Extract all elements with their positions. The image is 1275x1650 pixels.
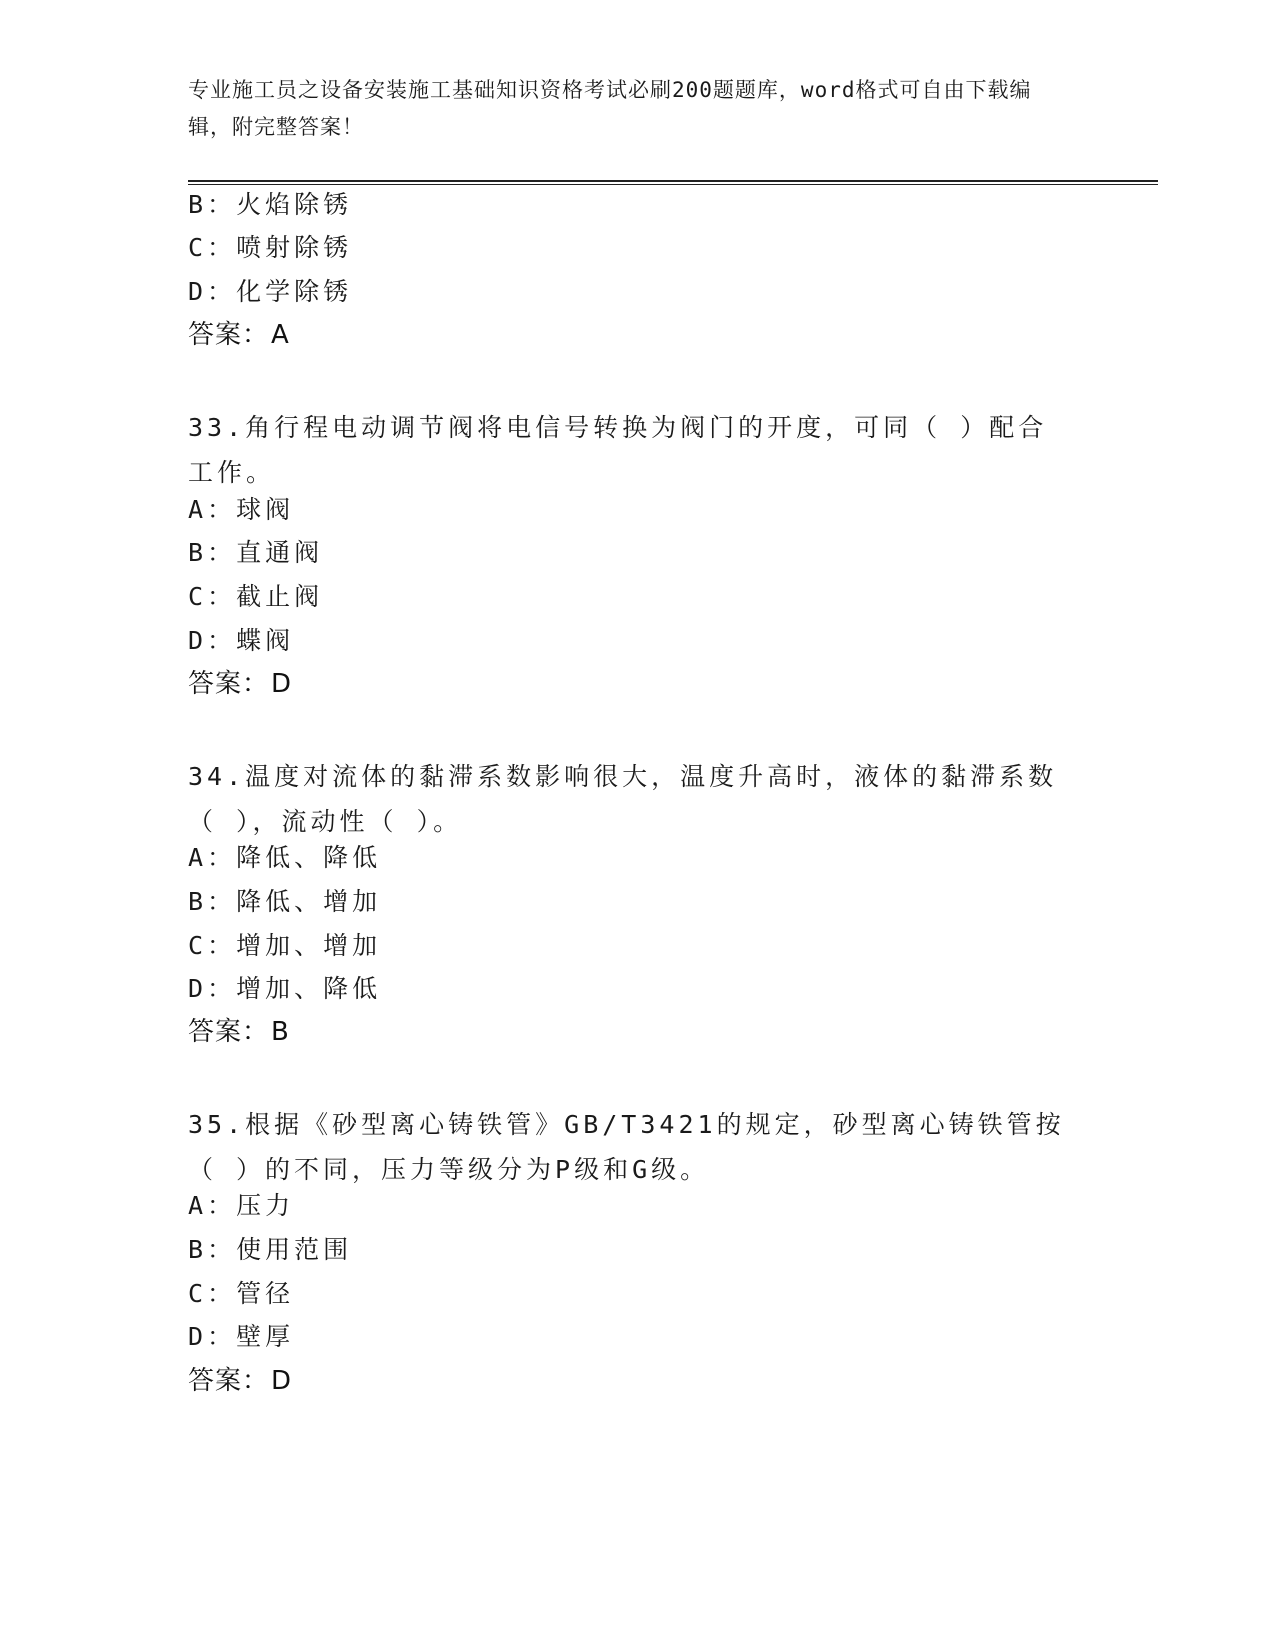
option-text: 增加、增加 (236, 931, 382, 960)
option-d (188, 972, 381, 1006)
header-divider (188, 180, 1158, 185)
option-a (188, 1189, 294, 1223)
option-b (188, 885, 381, 919)
option-b (188, 536, 323, 570)
answer-line (188, 1364, 292, 1398)
option-b (188, 188, 352, 222)
option-letter: C： (188, 931, 237, 960)
option-letter: A： (188, 843, 237, 872)
option-text: 压力 (236, 1191, 295, 1220)
question-35-text: 35.根据《砂型离心铸铁管》GB/T3421的规定，砂型离心铸铁管按（ ）的不同，压力等级分为P级和G级。 (188, 1110, 1065, 1184)
option-letter: C： (188, 1279, 237, 1308)
option-text: 蝶阀 (236, 626, 295, 655)
answer-value: B (271, 1017, 290, 1047)
answer-value: D (271, 1366, 293, 1396)
answer-value: A (271, 320, 290, 350)
answer-label: 答案： (188, 320, 270, 350)
option-c (188, 929, 381, 963)
option-letter: D： (188, 626, 237, 655)
option-text: 增加、降低 (236, 974, 382, 1003)
option-text: 火焰除锈 (236, 190, 353, 219)
option-letter: A： (188, 495, 237, 524)
option-text: 降低、增加 (236, 887, 382, 916)
option-d (188, 275, 352, 309)
option-letter: D： (188, 974, 237, 1003)
option-text: 管径 (236, 1279, 295, 1308)
answer-label: 答案： (188, 669, 270, 699)
option-letter: B： (188, 1235, 237, 1264)
answer-label: 答案： (188, 1017, 270, 1047)
option-d (188, 624, 294, 658)
option-c (188, 580, 323, 614)
answer-line (188, 318, 290, 352)
answer-value: D (271, 669, 293, 699)
answer-line (188, 667, 292, 701)
option-text: 喷射除锈 (236, 233, 353, 262)
option-letter: B： (188, 538, 237, 567)
answer-label: 答案： (188, 1366, 270, 1396)
option-c (188, 1277, 294, 1311)
option-c (188, 231, 352, 265)
option-text: 壁厚 (236, 1322, 295, 1351)
option-letter: C： (188, 582, 237, 611)
option-a (188, 841, 381, 875)
question-33-text: 33.角行程电动调节阀将电信号转换为阀门的开度，可同（ ）配合工作。 (188, 413, 1048, 487)
option-text: 直通阀 (236, 538, 324, 567)
option-letter: B： (188, 190, 237, 219)
option-text: 降低、降低 (236, 843, 382, 872)
option-letter: B： (188, 887, 237, 916)
document-header-title: 专业施工员之设备安装施工基础知识资格考试必刷200题题库，word格式可自由下载编辑，附完整答案！ (188, 78, 1032, 139)
option-text: 截止阀 (236, 582, 324, 611)
option-letter: C： (188, 233, 237, 262)
question-34-text: 34.温度对流体的黏滞系数影响很大，温度升高时，液体的黏滞系数（ ），流动性（ ）。 (188, 762, 1058, 836)
option-a (188, 493, 294, 527)
option-d (188, 1320, 294, 1354)
answer-line (188, 1015, 290, 1049)
option-letter: A： (188, 1191, 237, 1220)
option-text: 球阀 (236, 495, 295, 524)
option-b (188, 1233, 352, 1267)
option-letter: D： (188, 1322, 237, 1351)
option-letter: D： (188, 277, 237, 306)
option-text: 化学除锈 (236, 277, 353, 306)
option-text: 使用范围 (236, 1235, 353, 1264)
